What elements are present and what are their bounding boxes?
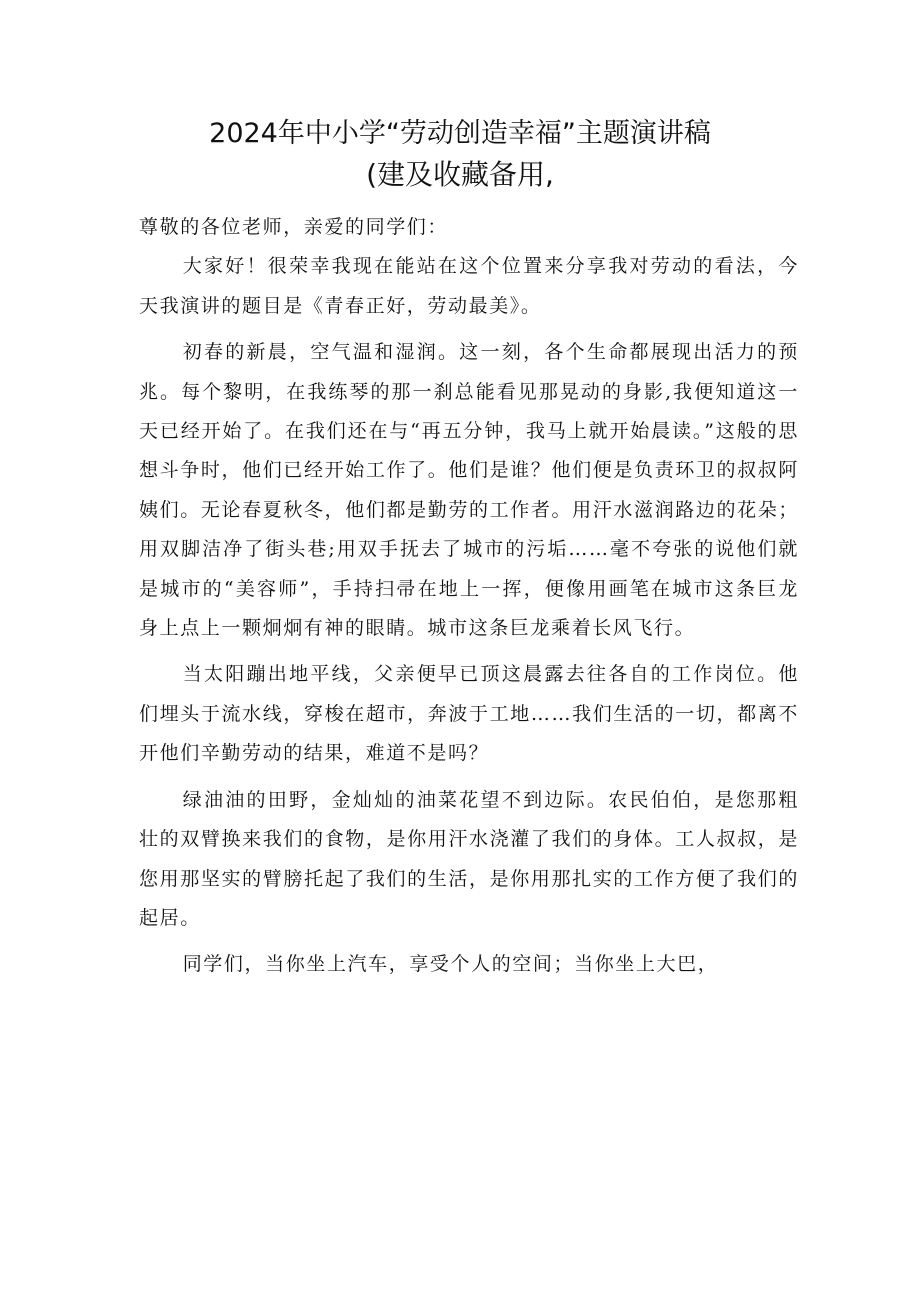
greeting-line: 尊敬的各位老师，亲爱的同学们： xyxy=(139,216,449,238)
paragraph: 绿油油的田野，金灿灿的油菜花望不到边际。农民伯伯，是您那粗壮的双臂换来我们的食物，是你用汗水浇灌了我们的身体。工人叔叔，是您用那坚实的臂膀托起了我们的生活，是你用那扎实的工作方便了我们的起居。 xyxy=(139,788,799,929)
document-body xyxy=(139,208,799,985)
paragraph: 同学们，当你坐上汽车，享受个人的空间；当你坐上大巴， xyxy=(182,953,719,976)
paragraph: 当太阳蹦出地平线，父亲便早已顶这晨露去往各自的工作岗位。他们埋头于流水线，穿梭在超市，奔波于工地……我们生活的一切，都离不开他们辛勤劳动的结果，难道不是吗？ xyxy=(139,663,799,765)
paragraph: 初春的新晨，空气温和湿润。这一刻，各个生命都展现出活力的预兆。每个黎明，在我练琴的那一刹总能看见那晃动的身影,我便知道这一天已经开始了。在我们还在与“再五分钟，我马上就开始晨读。”这般的思想斗争时，他们已经开始工作了。他们是谁？他们便是负责环卫的叔叔阿姨们。无论春夏秋冬，他们都是勤劳的工作者。用汗水滋润路边的花朵；用双脚洁净了街头巷;用双手抚去了城市的污垢……毫不夸张的说他们就是城市的“美容师”，手持扫帚在地上一挥，便像用画笔在城市这条巨龙身上点上一颗炯炯有神的眼睛。城市这条巨龙乘着长风飞行。 xyxy=(139,341,799,640)
paragraph: 大家好！很荣幸我现在能站在这个位置来分享我对劳动的看法，今天我演讲的题目是《青春正好，劳动最美》。 xyxy=(139,255,799,317)
document-title: 2024年中小学“劳动创造幸福”主题演讲稿 xyxy=(209,118,711,149)
document-subtitle: (建及收藏备用, xyxy=(366,158,554,191)
